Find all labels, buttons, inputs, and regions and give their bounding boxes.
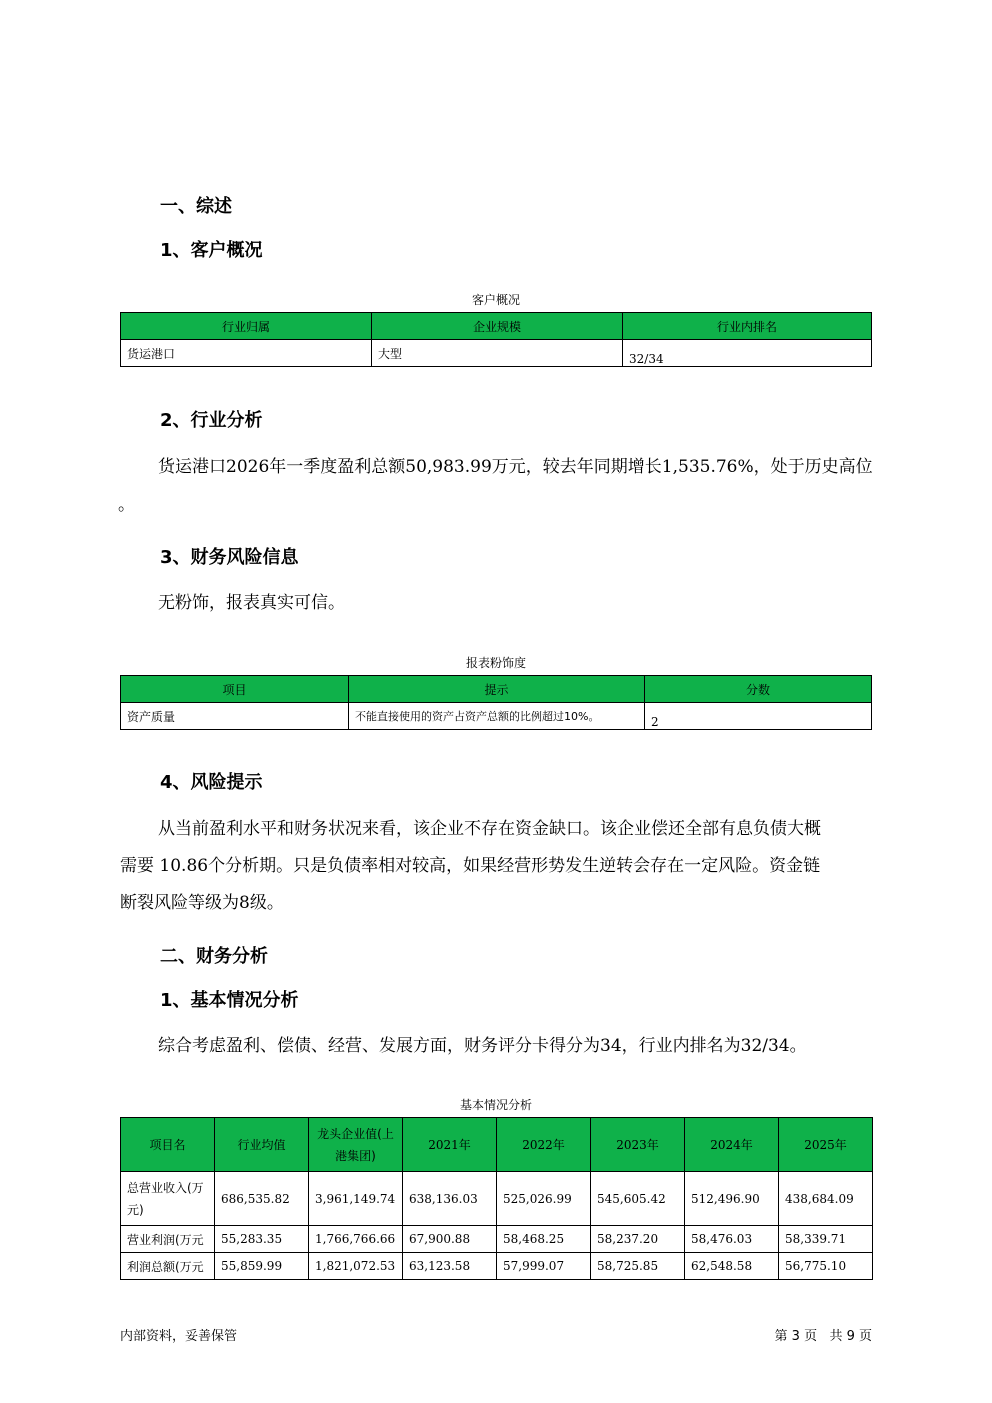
subsection-title-financial-risk: 3、财务风险信息 xyxy=(160,547,299,568)
table-cell: 总营业收入(万元) xyxy=(121,1172,215,1226)
table-cell: 58,725.85 xyxy=(591,1253,685,1280)
subsection-title-risk-warning: 4、风险提示 xyxy=(160,772,263,793)
table-header: 2023年 xyxy=(591,1118,685,1172)
table-cell: 32/34 xyxy=(623,340,872,367)
table-caption-customer: 客户概况 xyxy=(471,293,520,307)
footer-page-number: 第 3 页 共 9 页 xyxy=(774,1329,872,1344)
paragraph-risk-line1: 从当前盈利水平和财务状况来看，该企业不存在资金缺口。该企业偿还全部有息负债大概 xyxy=(158,819,821,839)
risk-table xyxy=(120,675,872,730)
table-cell: 58,237.20 xyxy=(591,1226,685,1253)
table-header: 2022年 xyxy=(497,1118,591,1172)
table-cell: 638,136.03 xyxy=(403,1172,497,1226)
subsection-title-customer: 1、客户概况 xyxy=(160,240,263,261)
table-cell: 56,775.10 xyxy=(779,1253,873,1280)
table-cell: 58,476.03 xyxy=(685,1226,779,1253)
table-cell: 55,283.35 xyxy=(215,1226,309,1253)
table-row xyxy=(121,1172,873,1226)
table-cell: 545,605.42 xyxy=(591,1172,685,1226)
customer-table xyxy=(120,312,872,367)
table-cell: 营业利润(万元 xyxy=(121,1226,215,1253)
table-header: 提示 xyxy=(349,676,645,703)
table-header: 项目名 xyxy=(121,1118,215,1172)
paragraph-financial-risk: 无粉饰，报表真实可信。 xyxy=(158,593,345,613)
table-cell: 62,548.58 xyxy=(685,1253,779,1280)
paragraph-industry-line1: 货运港口2026年一季度盈利总额50,983.99万元，较去年同期增长1,535.76%，处于历史高位 xyxy=(158,457,873,477)
footer-confidential-note: 内部资料，妥善保管 xyxy=(120,1329,238,1344)
table-header: 分数 xyxy=(645,676,872,703)
paragraph-basic: 综合考虑盈利、偿债、经营、发展方面，财务评分卡得分为34，行业内排名为32/34。 xyxy=(158,1036,807,1056)
table-cell: 67,900.88 xyxy=(403,1226,497,1253)
table-cell: 1,766,766.66 xyxy=(309,1226,403,1253)
table-header: 行业均值 xyxy=(215,1118,309,1172)
table-cell: 2 xyxy=(645,703,872,730)
paragraph-risk-line3: 断裂风险等级为8级。 xyxy=(120,893,284,913)
table-cell: 512,496.90 xyxy=(685,1172,779,1226)
section-title-overview: 一、综述 xyxy=(160,196,232,217)
table-caption-risk: 报表粉饰度 xyxy=(465,656,526,670)
section-title-financial-analysis: 二、财务分析 xyxy=(160,946,268,967)
table-cell: 货运港口 xyxy=(121,340,372,367)
table-header: 龙头企业值(上港集团) xyxy=(309,1118,403,1172)
table-header: 行业内排名 xyxy=(623,313,872,340)
table-cell: 3,961,149.74 xyxy=(309,1172,403,1226)
table-cell: 57,999.07 xyxy=(497,1253,591,1280)
table-cell: 525,026.99 xyxy=(497,1172,591,1226)
basic-analysis-table xyxy=(120,1117,873,1280)
table-header: 企业规模 xyxy=(372,313,623,340)
table-cell: 大型 xyxy=(372,340,623,367)
table-cell: 55,859.99 xyxy=(215,1253,309,1280)
table-cell: 利润总额(万元 xyxy=(121,1253,215,1280)
table-cell: 不能直接使用的资产占资产总额的比例超过10%。 xyxy=(349,703,645,730)
table-cell: 438,684.09 xyxy=(779,1172,873,1226)
paragraph-industry-line2: 。 xyxy=(118,495,135,515)
table-caption-basic: 基本情况分析 xyxy=(459,1098,532,1112)
table-cell: 58,339.71 xyxy=(779,1226,873,1253)
table-header: 2021年 xyxy=(403,1118,497,1172)
subsection-title-industry: 2、行业分析 xyxy=(160,410,263,431)
table-row xyxy=(121,1226,873,1253)
table-header: 项目 xyxy=(121,676,349,703)
paragraph-risk-line2: 需要 10.86个分析期。只是负债率相对较高，如果经营形势发生逆转会存在一定风险。资金链 xyxy=(120,856,821,876)
table-header: 行业归属 xyxy=(121,313,372,340)
table-cell: 58,468.25 xyxy=(497,1226,591,1253)
table-cell: 63,123.58 xyxy=(403,1253,497,1280)
subsection-title-basic: 1、基本情况分析 xyxy=(160,990,299,1011)
table-header: 2024年 xyxy=(685,1118,779,1172)
table-cell: 686,535.82 xyxy=(215,1172,309,1226)
table-row xyxy=(121,1253,873,1280)
table-header: 2025年 xyxy=(779,1118,873,1172)
table-cell: 资产质量 xyxy=(121,703,349,730)
table-cell: 1,821,072.53 xyxy=(309,1253,403,1280)
